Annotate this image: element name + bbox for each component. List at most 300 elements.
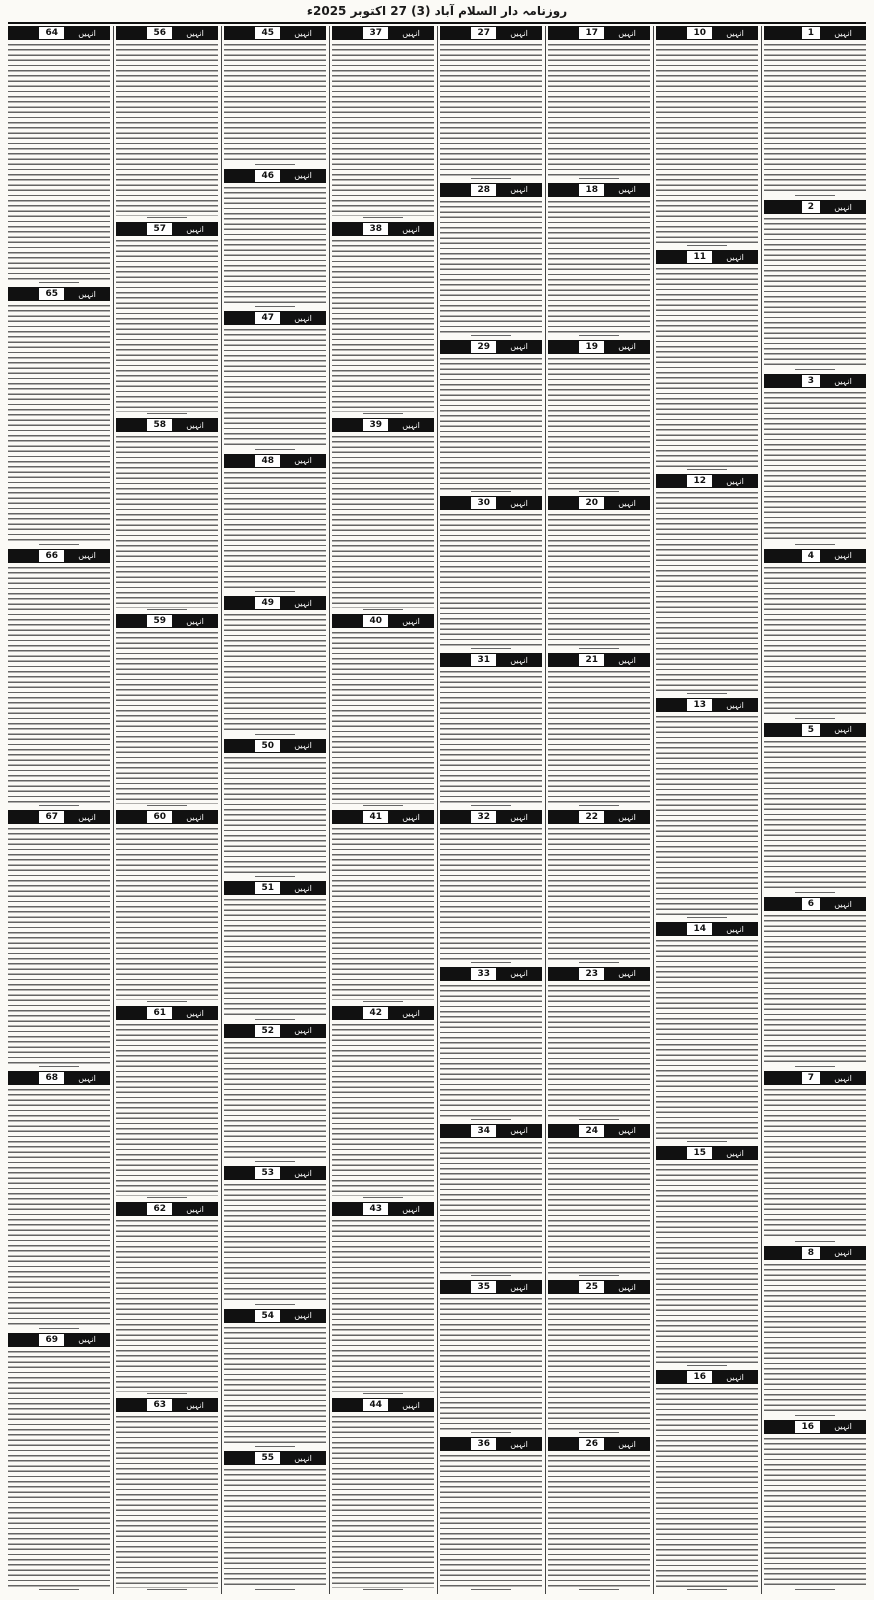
- item-number: 25: [579, 1281, 604, 1293]
- item-body-text: [656, 268, 758, 468]
- item-label: انہیں: [496, 496, 542, 510]
- item-number: 22: [579, 811, 604, 823]
- item-label: انہیں: [280, 739, 326, 753]
- classified-item: [8, 549, 110, 806]
- item-header: [764, 1071, 866, 1085]
- item-end-rule: [363, 805, 404, 806]
- item-end-rule: [147, 413, 188, 414]
- item-header: [764, 723, 866, 737]
- classified-item: [332, 810, 434, 1002]
- item-header: [332, 1398, 434, 1412]
- item-number-bar: [332, 1202, 388, 1216]
- item-label: انہیں: [820, 374, 866, 388]
- item-number-bar: [440, 967, 496, 981]
- item-end-rule: [795, 718, 836, 719]
- column-divider: [437, 26, 438, 1594]
- item-label: انہیں: [820, 549, 866, 563]
- item-number-bar: [440, 1124, 496, 1138]
- item-body-text: [224, 1184, 326, 1303]
- classified-item: [764, 1246, 866, 1416]
- item-body-text: [548, 514, 650, 647]
- item-label: انہیں: [172, 810, 218, 824]
- classified-item: [764, 1071, 866, 1241]
- item-number: 24: [579, 1125, 604, 1137]
- classified-item: [224, 1166, 326, 1305]
- item-end-rule: [147, 217, 188, 218]
- item-label: انہیں: [604, 1437, 650, 1451]
- item-header: [548, 26, 650, 40]
- item-number: 41: [363, 811, 388, 823]
- item-label: انہیں: [172, 418, 218, 432]
- item-number: 18: [579, 184, 604, 196]
- item-header: [440, 967, 542, 981]
- item-body-text: [764, 915, 866, 1065]
- item-number-bar: [224, 739, 280, 753]
- item-number: 13: [687, 699, 712, 711]
- item-end-rule: [687, 1141, 728, 1142]
- item-number: 42: [363, 1007, 388, 1019]
- item-number: 46: [255, 170, 280, 182]
- item-body-text: [116, 828, 218, 1000]
- item-label: انہیں: [604, 26, 650, 40]
- item-body-text: [764, 218, 866, 368]
- item-end-rule: [795, 369, 836, 370]
- classified-item: [656, 26, 758, 246]
- item-label: انہیں: [604, 496, 650, 510]
- item-body-text: [332, 1024, 434, 1196]
- item-end-rule: [795, 1589, 836, 1590]
- item-label: انہیں: [604, 967, 650, 981]
- column-7: [116, 26, 218, 1594]
- item-number-bar: [224, 311, 280, 325]
- item-label: انہیں: [496, 340, 542, 354]
- item-number-bar: [332, 26, 388, 40]
- item-header: [656, 26, 758, 40]
- item-label: انہیں: [172, 26, 218, 40]
- item-header: [764, 374, 866, 388]
- item-number: 32: [471, 811, 496, 823]
- item-header: [656, 922, 758, 936]
- item-end-rule: [363, 413, 404, 414]
- item-number: 26: [579, 1438, 604, 1450]
- classified-item: [8, 287, 110, 544]
- item-body-text: [332, 828, 434, 1000]
- item-number: 15: [687, 1147, 712, 1159]
- classified-item: [548, 1124, 650, 1277]
- item-body-text: [548, 201, 650, 334]
- item-end-rule: [687, 1589, 728, 1590]
- item-header: [116, 810, 218, 824]
- item-header: [548, 183, 650, 197]
- item-end-rule: [471, 1275, 512, 1276]
- item-label: انہیں: [388, 1202, 434, 1216]
- item-end-rule: [687, 1365, 728, 1366]
- item-number: 2: [802, 201, 820, 213]
- item-header: [224, 596, 326, 610]
- item-body-text: [548, 44, 650, 177]
- column-1: [764, 26, 866, 1594]
- item-body-text: [332, 1220, 434, 1392]
- item-number-bar: [332, 1398, 388, 1412]
- item-number: 49: [255, 597, 280, 609]
- item-number: 68: [39, 1072, 64, 1084]
- item-label: انہیں: [64, 287, 110, 301]
- classified-item: [548, 967, 650, 1120]
- item-end-rule: [795, 1241, 836, 1242]
- classified-item: [116, 614, 218, 806]
- item-label: انہیں: [172, 614, 218, 628]
- classified-item: [440, 1124, 542, 1277]
- item-number: 61: [147, 1007, 172, 1019]
- item-body-text: [332, 44, 434, 216]
- item-header: [440, 183, 542, 197]
- item-header: [116, 418, 218, 432]
- item-header: [656, 474, 758, 488]
- item-header: [440, 1280, 542, 1294]
- item-number-bar: [224, 454, 280, 468]
- item-header: [656, 1146, 758, 1160]
- item-end-rule: [255, 1304, 296, 1305]
- item-number-bar: [764, 549, 820, 563]
- classified-item: [332, 418, 434, 610]
- item-label: انہیں: [820, 200, 866, 214]
- classified-item: [548, 1437, 650, 1590]
- item-body-text: [440, 671, 542, 804]
- item-number-bar: [332, 418, 388, 432]
- classified-item: [224, 1451, 326, 1590]
- item-body-text: [224, 614, 326, 733]
- item-label: انہیں: [388, 418, 434, 432]
- item-header: [440, 1124, 542, 1138]
- item-number-bar: [764, 723, 820, 737]
- item-header: [8, 549, 110, 563]
- item-number: 38: [363, 223, 388, 235]
- item-label: انہیں: [604, 1280, 650, 1294]
- item-end-rule: [363, 1197, 404, 1198]
- column-4: [440, 26, 542, 1594]
- item-number-bar: [224, 1451, 280, 1465]
- classified-item: [332, 1202, 434, 1394]
- item-number-bar: [548, 1280, 604, 1294]
- item-number-bar: [8, 549, 64, 563]
- item-header: [8, 287, 110, 301]
- item-number-bar: [764, 374, 820, 388]
- item-body-text: [224, 899, 326, 1018]
- classified-item: [116, 26, 218, 218]
- classified-item: [656, 474, 758, 694]
- item-label: انہیں: [604, 183, 650, 197]
- item-label: انہیں: [280, 1451, 326, 1465]
- item-end-rule: [363, 217, 404, 218]
- classified-item: [224, 1309, 326, 1448]
- item-number: 59: [147, 615, 172, 627]
- item-end-rule: [471, 1119, 512, 1120]
- item-number-bar: [440, 340, 496, 354]
- item-header: [656, 698, 758, 712]
- item-header: [224, 1024, 326, 1038]
- classified-item: [332, 614, 434, 806]
- item-header: [8, 1333, 110, 1347]
- item-number-bar: [656, 250, 712, 264]
- item-number-bar: [332, 810, 388, 824]
- item-number: 14: [687, 923, 712, 935]
- item-end-rule: [255, 591, 296, 592]
- item-label: انہیں: [172, 1398, 218, 1412]
- item-end-rule: [795, 195, 836, 196]
- item-label: انہیں: [496, 1437, 542, 1451]
- item-number: 8: [802, 1247, 820, 1259]
- item-label: انہیں: [64, 26, 110, 40]
- item-label: انہیں: [388, 810, 434, 824]
- classified-item: [224, 169, 326, 308]
- item-header: [656, 1370, 758, 1384]
- classified-item: [8, 810, 110, 1067]
- item-end-rule: [471, 962, 512, 963]
- item-end-rule: [147, 1393, 188, 1394]
- classified-item: [116, 810, 218, 1002]
- item-header: [224, 1166, 326, 1180]
- item-number-bar: [116, 614, 172, 628]
- item-header: [548, 496, 650, 510]
- item-end-rule: [147, 1589, 188, 1590]
- classified-item: [764, 723, 866, 893]
- item-end-rule: [579, 178, 620, 179]
- item-header: [116, 1006, 218, 1020]
- item-body-text: [332, 1416, 434, 1588]
- item-number: 10: [687, 27, 712, 39]
- item-label: انہیں: [388, 222, 434, 236]
- item-body-text: [8, 828, 110, 1065]
- item-end-rule: [255, 1019, 296, 1020]
- item-number: 19: [579, 341, 604, 353]
- classified-item: [224, 454, 326, 593]
- item-header: [332, 614, 434, 628]
- item-header: [332, 418, 434, 432]
- item-number-bar: [440, 810, 496, 824]
- item-number-bar: [548, 810, 604, 824]
- item-body-text: [548, 985, 650, 1118]
- item-end-rule: [147, 609, 188, 610]
- item-number: 37: [363, 27, 388, 39]
- classified-item: [656, 250, 758, 470]
- item-body-text: [224, 1469, 326, 1588]
- classified-item: [440, 26, 542, 179]
- item-end-rule: [687, 469, 728, 470]
- item-label: انہیں: [280, 1309, 326, 1323]
- item-header: [764, 549, 866, 563]
- item-number: 55: [255, 1452, 280, 1464]
- item-body-text: [548, 1298, 650, 1431]
- item-end-rule: [795, 1066, 836, 1067]
- classified-item: [332, 26, 434, 218]
- item-label: انہیں: [280, 881, 326, 895]
- item-number-bar: [116, 418, 172, 432]
- item-number: 34: [471, 1125, 496, 1137]
- classified-item: [116, 1006, 218, 1198]
- item-number-bar: [548, 183, 604, 197]
- item-number-bar: [440, 496, 496, 510]
- item-number-bar: [440, 653, 496, 667]
- item-label: انہیں: [172, 1202, 218, 1216]
- item-end-rule: [255, 1446, 296, 1447]
- item-header: [116, 1398, 218, 1412]
- column-divider: [329, 26, 330, 1594]
- item-label: انہیں: [712, 250, 758, 264]
- classified-item: [332, 1006, 434, 1198]
- item-end-rule: [579, 1432, 620, 1433]
- item-number: 60: [147, 811, 172, 823]
- item-number-bar: [764, 1420, 820, 1434]
- item-body-text: [116, 44, 218, 216]
- item-number: 20: [579, 497, 604, 509]
- item-header: [440, 810, 542, 824]
- item-number-bar: [224, 1166, 280, 1180]
- item-number: 65: [39, 288, 64, 300]
- item-body-text: [8, 305, 110, 542]
- item-header: [440, 653, 542, 667]
- item-header: [548, 1124, 650, 1138]
- item-header: [440, 340, 542, 354]
- item-end-rule: [795, 1415, 836, 1416]
- item-number: 30: [471, 497, 496, 509]
- item-body-text: [332, 240, 434, 412]
- item-number-bar: [656, 474, 712, 488]
- item-body-text: [116, 1024, 218, 1196]
- classified-item: [440, 1280, 542, 1433]
- item-number-bar: [656, 698, 712, 712]
- item-header: [224, 311, 326, 325]
- item-number-bar: [548, 967, 604, 981]
- item-header: [656, 250, 758, 264]
- item-end-rule: [579, 1275, 620, 1276]
- classified-item: [224, 881, 326, 1020]
- item-header: [764, 897, 866, 911]
- item-number: 7: [802, 1072, 820, 1084]
- item-body-text: [764, 44, 866, 194]
- item-body-text: [764, 741, 866, 891]
- item-body-text: [224, 472, 326, 591]
- item-number-bar: [764, 200, 820, 214]
- item-number: 67: [39, 811, 64, 823]
- item-body-text: [116, 1416, 218, 1588]
- item-body-text: [116, 436, 218, 608]
- item-header: [548, 967, 650, 981]
- item-body-text: [440, 514, 542, 647]
- item-label: انہیں: [820, 897, 866, 911]
- item-end-rule: [39, 544, 80, 545]
- item-number-bar: [764, 1071, 820, 1085]
- item-body-text: [764, 1264, 866, 1414]
- item-label: انہیں: [820, 723, 866, 737]
- item-end-rule: [687, 693, 728, 694]
- item-number: 36: [471, 1438, 496, 1450]
- item-label: انہیں: [604, 653, 650, 667]
- item-number: 40: [363, 615, 388, 627]
- item-header: [116, 1202, 218, 1216]
- item-label: انہیں: [496, 26, 542, 40]
- classified-item: [8, 1071, 110, 1328]
- classified-item: [116, 1202, 218, 1394]
- item-body-text: [764, 1089, 866, 1239]
- item-end-rule: [795, 892, 836, 893]
- item-label: انہیں: [280, 26, 326, 40]
- item-label: انہیں: [64, 810, 110, 824]
- classified-item: [440, 496, 542, 649]
- item-header: [440, 496, 542, 510]
- item-header: [764, 1246, 866, 1260]
- item-number: 51: [255, 882, 280, 894]
- item-body-text: [764, 1438, 866, 1588]
- item-body-text: [116, 1220, 218, 1392]
- classified-item: [224, 739, 326, 878]
- item-label: انہیں: [496, 653, 542, 667]
- classified-item: [548, 653, 650, 806]
- item-label: انہیں: [712, 474, 758, 488]
- item-header: [224, 26, 326, 40]
- item-number-bar: [116, 1398, 172, 1412]
- item-end-rule: [363, 609, 404, 610]
- item-number: 27: [471, 27, 496, 39]
- item-body-text: [332, 632, 434, 804]
- newspaper-page: [8, 26, 866, 1594]
- classified-item: [440, 967, 542, 1120]
- column-8: [8, 26, 110, 1594]
- classified-item: [116, 418, 218, 610]
- item-body-text: [764, 392, 866, 542]
- item-number: 5: [802, 724, 820, 736]
- item-body-text: [8, 567, 110, 804]
- item-number: 47: [255, 312, 280, 324]
- classified-item: [224, 596, 326, 735]
- item-number: 39: [363, 419, 388, 431]
- item-number-bar: [764, 897, 820, 911]
- item-header: [548, 810, 650, 824]
- item-number: 64: [39, 27, 64, 39]
- item-label: انہیں: [496, 967, 542, 981]
- column-divider: [653, 26, 654, 1594]
- item-end-rule: [471, 648, 512, 649]
- item-number: 12: [687, 475, 712, 487]
- item-end-rule: [687, 917, 728, 918]
- item-number-bar: [656, 1370, 712, 1384]
- item-end-rule: [39, 805, 80, 806]
- classified-item: [764, 1420, 866, 1590]
- item-number-bar: [224, 1309, 280, 1323]
- item-label: انہیں: [712, 698, 758, 712]
- item-label: انہیں: [820, 1420, 866, 1434]
- item-number-bar: [656, 26, 712, 40]
- item-label: انہیں: [172, 222, 218, 236]
- item-number-bar: [440, 1437, 496, 1451]
- classified-item: [764, 374, 866, 544]
- item-label: انہیں: [496, 1280, 542, 1294]
- item-body-text: [548, 1142, 650, 1275]
- item-number: 50: [255, 740, 280, 752]
- classified-item: [440, 340, 542, 493]
- item-body-text: [548, 828, 650, 961]
- item-body-text: [764, 567, 866, 717]
- item-label: انہیں: [604, 1124, 650, 1138]
- item-body-text: [440, 985, 542, 1118]
- item-end-rule: [363, 1001, 404, 1002]
- classified-item: [548, 340, 650, 493]
- item-body-text: [440, 201, 542, 334]
- item-end-rule: [471, 1432, 512, 1433]
- item-header: [224, 739, 326, 753]
- item-end-rule: [579, 491, 620, 492]
- item-body-text: [224, 757, 326, 876]
- item-number-bar: [8, 1071, 64, 1085]
